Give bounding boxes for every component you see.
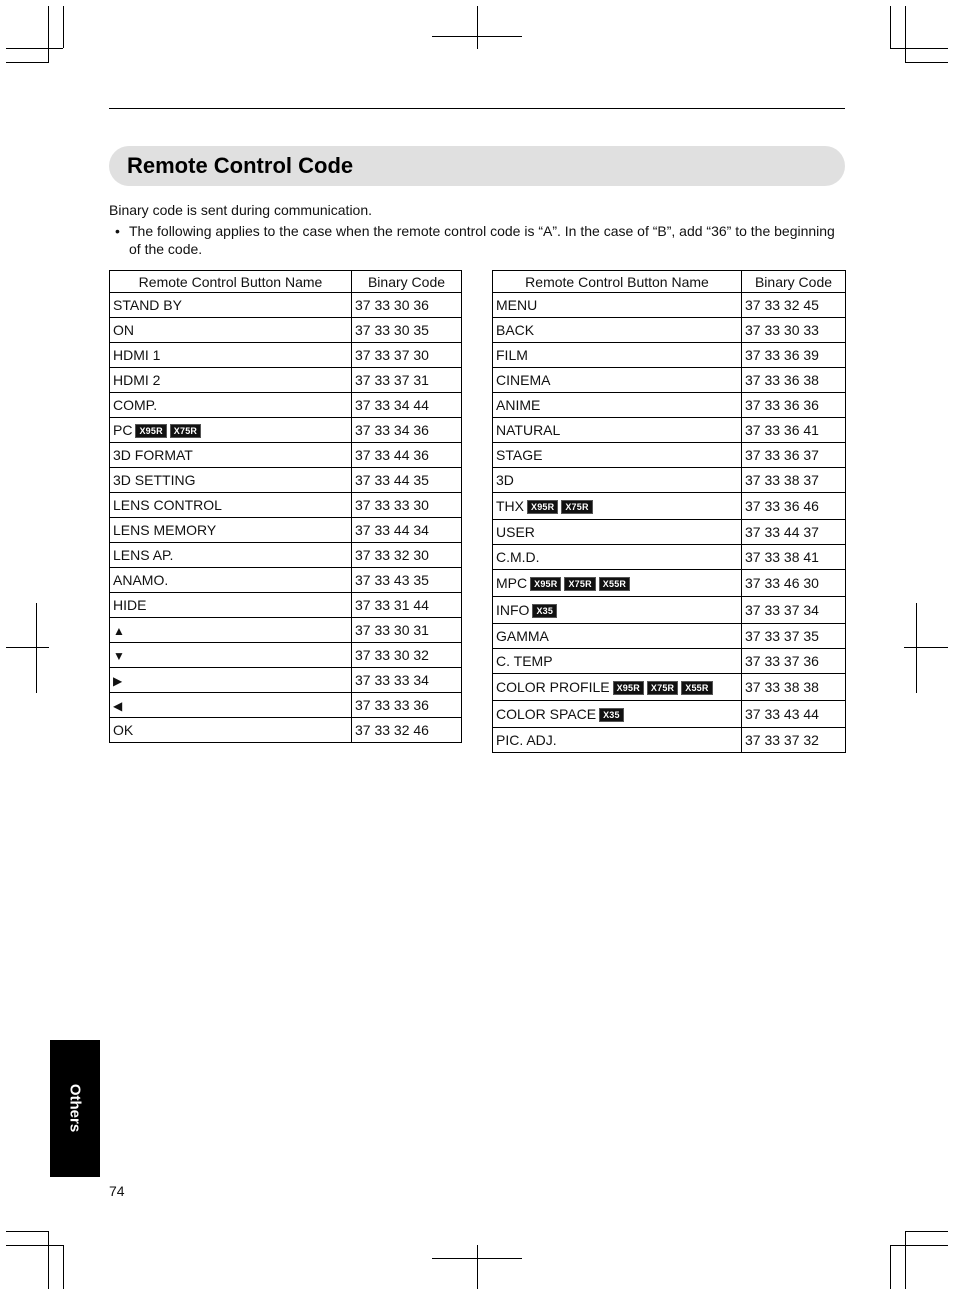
model-badge: X35 — [599, 708, 624, 722]
button-name-cell — [110, 318, 352, 343]
binary-code-cell: 37 33 34 36 — [352, 418, 462, 443]
button-name: ON — [113, 322, 134, 338]
button-name-cell — [493, 318, 742, 343]
binary-code-cell: 37 33 36 37 — [742, 443, 846, 468]
binary-code-cell: 37 33 37 30 — [352, 343, 462, 368]
button-name-cell — [493, 649, 742, 674]
binary-code-cell: 37 33 38 38 — [742, 674, 846, 701]
binary-code-cell: 37 33 44 34 — [352, 518, 462, 543]
left-arrow-icon: ◀ — [113, 699, 123, 713]
button-name: COMP. — [113, 397, 158, 413]
top-rule — [109, 108, 845, 109]
button-name: BACK — [496, 322, 535, 338]
button-name: INFO — [496, 602, 530, 618]
button-name-cell — [493, 520, 742, 545]
model-badge: X95R — [613, 681, 644, 695]
table-row — [493, 597, 846, 624]
model-badge: X95R — [530, 577, 561, 591]
header-binary-code: Binary Code — [352, 271, 462, 293]
intro-text — [109, 201, 849, 258]
header-button-name: Remote Control Button Name — [493, 271, 742, 293]
button-name-cell — [493, 418, 742, 443]
table-row — [493, 343, 846, 368]
binary-code-cell: 37 33 33 30 — [352, 493, 462, 518]
table-row — [110, 543, 462, 568]
button-name-cell — [110, 443, 352, 468]
table-row — [110, 368, 462, 393]
button-name: 3D SETTING — [113, 472, 196, 488]
table-row — [493, 393, 846, 418]
button-name-cell — [110, 593, 352, 618]
button-name-cell — [493, 293, 742, 318]
model-badge: X75R — [170, 424, 201, 438]
button-name-cell — [493, 570, 742, 597]
button-name: LENS AP. — [113, 547, 174, 563]
button-name-cell — [493, 728, 742, 753]
table-row — [493, 293, 846, 318]
section-tab — [50, 1040, 100, 1177]
table-row — [110, 518, 462, 543]
binary-code-cell: 37 33 31 44 — [352, 593, 462, 618]
model-badge: X75R — [561, 500, 592, 514]
model-badge: X55R — [599, 577, 630, 591]
button-name: HIDE — [113, 597, 147, 613]
model-badge: X35 — [532, 604, 557, 618]
right-arrow-icon: ▶ — [113, 674, 123, 688]
button-name: NATURAL — [496, 422, 561, 438]
button-name-cell — [110, 643, 352, 668]
binary-code-cell: 37 33 32 30 — [352, 543, 462, 568]
button-name: MENU — [496, 297, 538, 313]
binary-code-cell: 37 33 33 36 — [352, 693, 462, 718]
table-row — [110, 293, 462, 318]
table-row — [493, 570, 846, 597]
button-name: COLOR SPACE — [496, 706, 597, 722]
title-bar — [109, 146, 845, 186]
button-name-cell — [493, 701, 742, 728]
table-row — [493, 368, 846, 393]
code-table-left — [109, 270, 462, 743]
binary-code-cell: 37 33 43 35 — [352, 568, 462, 593]
table-body — [110, 293, 462, 743]
table-row — [493, 624, 846, 649]
button-name: GAMMA — [496, 628, 549, 644]
table-row — [110, 468, 462, 493]
binary-code-cell: 37 33 43 44 — [742, 701, 846, 728]
binary-code-cell: 37 33 44 37 — [742, 520, 846, 545]
table-row — [110, 343, 462, 368]
page-number: 74 — [109, 1183, 125, 1199]
button-name-cell — [110, 693, 352, 718]
button-name: HDMI 2 — [113, 372, 161, 388]
button-name-cell — [110, 343, 352, 368]
button-name: PC — [113, 422, 133, 438]
table-row — [110, 318, 462, 343]
table-row — [110, 693, 462, 718]
binary-code-cell: 37 33 44 35 — [352, 468, 462, 493]
table-row — [493, 468, 846, 493]
binary-code-cell: 37 33 30 32 — [352, 643, 462, 668]
button-name-cell — [110, 668, 352, 693]
binary-code-cell: 37 33 36 46 — [742, 493, 846, 520]
bullet-text: The following applies to the case when the remote control code is “A”. In the case of “B”, add “36” to the beginning of the code. — [129, 223, 835, 257]
binary-code-cell: 37 33 30 33 — [742, 318, 846, 343]
button-name: LENS CONTROL — [113, 497, 222, 513]
section-tab-label: Others — [66, 1083, 84, 1133]
bullet-note — [109, 222, 849, 258]
button-name: COLOR PROFILE — [496, 679, 610, 695]
button-name-cell — [493, 468, 742, 493]
binary-code-cell: 37 33 37 36 — [742, 649, 846, 674]
button-name: 3D — [496, 472, 514, 488]
binary-code-cell: 37 33 36 36 — [742, 393, 846, 418]
table-row — [493, 418, 846, 443]
code-table-right — [492, 270, 846, 753]
button-name-cell — [110, 293, 352, 318]
button-name-cell — [493, 624, 742, 649]
table-row — [110, 443, 462, 468]
table-row — [493, 443, 846, 468]
button-name: HDMI 1 — [113, 347, 161, 363]
binary-code-cell: 37 33 36 41 — [742, 418, 846, 443]
table-row — [493, 545, 846, 570]
binary-code-cell: 37 33 37 32 — [742, 728, 846, 753]
button-name-cell — [110, 418, 352, 443]
binary-code-cell: 37 33 30 31 — [352, 618, 462, 643]
table-row — [493, 674, 846, 701]
binary-code-cell: 37 33 44 36 — [352, 443, 462, 468]
binary-code-cell: 37 33 30 35 — [352, 318, 462, 343]
button-name-cell — [493, 545, 742, 570]
button-name-cell — [110, 368, 352, 393]
button-name: LENS MEMORY — [113, 522, 217, 538]
binary-code-cell: 37 33 36 39 — [742, 343, 846, 368]
table-header-row — [493, 271, 846, 293]
button-name: THX — [496, 498, 524, 514]
table-row — [493, 728, 846, 753]
button-name-cell — [110, 543, 352, 568]
table-row — [110, 643, 462, 668]
binary-code-cell: 37 33 33 34 — [352, 668, 462, 693]
model-badge: X95R — [135, 424, 166, 438]
down-arrow-icon: ▼ — [113, 649, 125, 663]
button-name-cell — [110, 393, 352, 418]
button-name-cell — [110, 468, 352, 493]
binary-code-cell: 37 33 34 44 — [352, 393, 462, 418]
button-name: STAGE — [496, 447, 543, 463]
table-row — [493, 520, 846, 545]
button-name-cell — [493, 674, 742, 701]
intro-line: Binary code is sent during communication. — [109, 202, 373, 218]
binary-code-cell: 37 33 37 34 — [742, 597, 846, 624]
button-name: ANAMO. — [113, 572, 169, 588]
table-header-row — [110, 271, 462, 293]
button-name: ANIME — [496, 397, 541, 413]
table-row — [110, 593, 462, 618]
binary-code-cell: 37 33 38 41 — [742, 545, 846, 570]
button-name-cell — [493, 343, 742, 368]
button-name: USER — [496, 524, 535, 540]
model-badge: X55R — [681, 681, 712, 695]
button-name-cell — [110, 518, 352, 543]
button-name: PIC. ADJ. — [496, 732, 557, 748]
button-name-cell — [110, 493, 352, 518]
page-title: Remote Control Code — [127, 153, 354, 178]
button-name-cell — [493, 393, 742, 418]
button-name: C. TEMP — [496, 653, 553, 669]
up-arrow-icon: ▲ — [113, 624, 125, 638]
bullet-icon: • — [115, 223, 120, 239]
header-binary-code: Binary Code — [742, 271, 846, 293]
button-name: FILM — [496, 347, 528, 363]
button-name-cell — [493, 597, 742, 624]
model-badge: X75R — [647, 681, 678, 695]
binary-code-cell: 37 33 32 45 — [742, 293, 846, 318]
table-row — [110, 418, 462, 443]
table-row — [493, 493, 846, 520]
header-button-name: Remote Control Button Name — [110, 271, 352, 293]
button-name-cell — [110, 718, 352, 743]
binary-code-cell: 37 33 37 35 — [742, 624, 846, 649]
button-name-cell — [493, 443, 742, 468]
binary-code-cell: 37 33 37 31 — [352, 368, 462, 393]
button-name-cell — [110, 568, 352, 593]
table-row — [110, 393, 462, 418]
button-name: C.M.D. — [496, 549, 540, 565]
button-name-cell — [110, 618, 352, 643]
button-name: 3D FORMAT — [113, 447, 193, 463]
button-name: CINEMA — [496, 372, 551, 388]
table-row — [110, 493, 462, 518]
table-row — [493, 701, 846, 728]
button-name: STAND BY — [113, 297, 182, 313]
model-badge: X95R — [527, 500, 558, 514]
button-name-cell — [493, 493, 742, 520]
model-badge: X75R — [564, 577, 595, 591]
table-row — [493, 318, 846, 343]
table-row — [110, 568, 462, 593]
table-row — [110, 718, 462, 743]
table-row — [493, 649, 846, 674]
binary-code-cell: 37 33 46 30 — [742, 570, 846, 597]
binary-code-cell: 37 33 36 38 — [742, 368, 846, 393]
button-name: MPC — [496, 575, 528, 591]
table-row — [110, 618, 462, 643]
button-name: OK — [113, 722, 134, 738]
button-name-cell — [493, 368, 742, 393]
binary-code-cell: 37 33 32 46 — [352, 718, 462, 743]
binary-code-cell: 37 33 38 37 — [742, 468, 846, 493]
table-body — [493, 293, 846, 753]
binary-code-cell: 37 33 30 36 — [352, 293, 462, 318]
table-row — [110, 668, 462, 693]
